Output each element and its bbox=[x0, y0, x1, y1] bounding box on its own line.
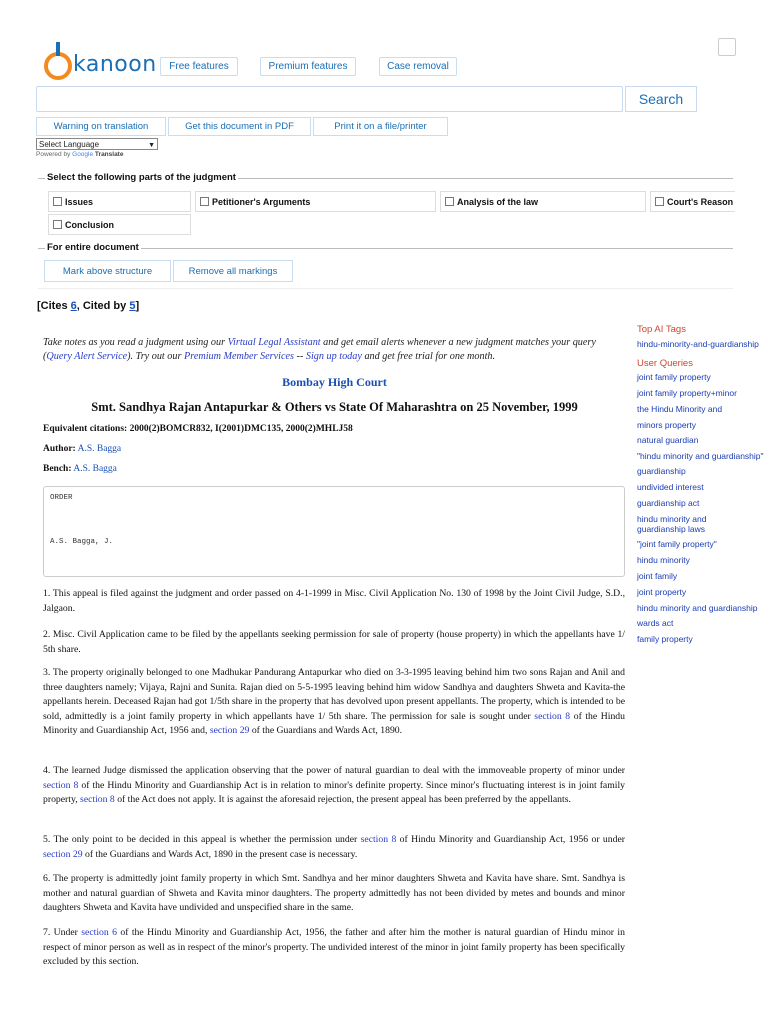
p3-text: 3. The property originally belonged to one Madhukar Pandurang Antapurkar who died on 3-3-1995 leaving behind him two sons Rajan and Anil and three daughters namely; Vijaya, Rajni and Sunita. Rajan died on 5-5-1995 leaving behind him widow Sandhya and daughters Shweta and Kavita-the appellants herein. Deceased Rajan had got 1/5th share in the property that has devolved upon present appellants. The property, which is intended to be sold, admittedly is a joint family property in which appellants have 1/ 5th share. The permission for sale is sought under bbox=[43, 667, 625, 722]
mark-structure-button[interactable]: Mark above structure bbox=[44, 260, 171, 282]
remove-markings-button[interactable]: Remove all markings bbox=[173, 260, 293, 282]
order-box bbox=[43, 486, 625, 577]
option-label: Conclusion bbox=[65, 219, 114, 230]
equiv-label: Equivalent citations: bbox=[43, 424, 128, 434]
promo-text-2: and get email alerts whenever a new judgment matches your query ( bbox=[43, 337, 596, 362]
paragraph-1: 1. This appeal is filed against the judgment and order passed on 4-1-1999 in Misc. Civil Application No. 130 of 1998 by the Joint Civil Judge, S.D., Jalgaon. bbox=[43, 588, 625, 614]
p5-text: 5. The only point to be decided in this appeal is whether the permission under bbox=[43, 834, 361, 845]
judge-name: A.S. Bagga, J. bbox=[50, 538, 114, 546]
checkbox-icon[interactable] bbox=[53, 220, 62, 229]
cited-by-link[interactable]: 5 bbox=[129, 300, 136, 312]
option-conclusion[interactable] bbox=[48, 214, 191, 235]
p4-text: of the Hindu Minority and Guardianship Act is in relation to minor's definite property. Since minor's fluctuating interest is in joint family property, bbox=[43, 779, 625, 805]
query-link[interactable]: "hindu minority and guardianship" bbox=[637, 451, 764, 461]
paragraph-2: 2. Misc. Civil Application came to be filed by the appellants seeking permission for sale of property (house property) in which the appellants have 1/ 5th share. bbox=[43, 629, 625, 655]
section-link[interactable]: section 6 bbox=[81, 927, 117, 938]
order-heading: ORDER bbox=[50, 494, 73, 502]
checkbox-icon[interactable] bbox=[200, 197, 209, 206]
query-link[interactable]: guardianship act bbox=[637, 498, 700, 508]
divider bbox=[38, 288, 733, 289]
logo-text: kanoon bbox=[73, 52, 157, 77]
warning-translation-button[interactable]: Warning on translation bbox=[36, 117, 166, 136]
query-link[interactable]: hindu minority bbox=[637, 555, 690, 565]
query-link[interactable]: minors property bbox=[637, 420, 697, 430]
promo-text-4: -- bbox=[293, 351, 306, 362]
search-input[interactable] bbox=[36, 86, 623, 112]
language-select[interactable] bbox=[36, 138, 158, 150]
query-alert-link[interactable]: Query Alert Service bbox=[46, 351, 128, 362]
search-button[interactable]: Search bbox=[625, 86, 697, 112]
premium-features-button[interactable]: Premium features bbox=[260, 57, 356, 76]
paragraph-5 bbox=[43, 833, 625, 862]
promo-text-5: and get free trial for one month. bbox=[361, 351, 496, 362]
p7-text: 7. Under bbox=[43, 927, 82, 938]
query-link[interactable]: hindu minority and guardianship bbox=[637, 603, 758, 613]
option-label: Analysis of the law bbox=[457, 196, 539, 207]
checkbox-icon[interactable] bbox=[655, 197, 664, 206]
checkbox-icon[interactable] bbox=[445, 197, 454, 206]
p5-text: of the Guardians and Wards Act, 1890 in the present case is necessary. bbox=[82, 848, 358, 860]
author-label: Author: bbox=[43, 444, 76, 454]
promo-text-1: Take notes as you read a judgment using our bbox=[43, 337, 228, 348]
p3-text: of the Guardians and Wards Act, 1890. bbox=[249, 725, 403, 736]
query-link[interactable]: family property bbox=[637, 634, 693, 644]
author-link[interactable]: A.S. Bagga bbox=[77, 444, 122, 454]
bench-link[interactable]: A.S. Bagga bbox=[73, 464, 117, 474]
bench-line bbox=[43, 464, 117, 474]
promo-text bbox=[43, 336, 626, 364]
option-label: Issues bbox=[65, 196, 94, 207]
query-link[interactable]: joint family property bbox=[637, 372, 711, 382]
virtual-assistant-link[interactable]: Virtual Legal Assistant bbox=[227, 337, 321, 348]
powered-by-label: Powered by bbox=[36, 151, 71, 158]
top-ai-tags-heading: Top AI Tags bbox=[637, 324, 686, 335]
bench-label: Bench: bbox=[43, 464, 72, 474]
cites-suffix: ] bbox=[135, 300, 140, 312]
section-link[interactable]: section 8 bbox=[43, 779, 79, 791]
query-link[interactable]: wards act bbox=[637, 618, 674, 628]
query-link[interactable]: guardianship bbox=[637, 466, 686, 476]
option-label: Petitioner's Arguments bbox=[212, 196, 311, 207]
query-link[interactable]: joint family bbox=[637, 571, 678, 581]
entire-legend: For entire document bbox=[47, 242, 139, 253]
premium-services-link[interactable]: Premium Member Services bbox=[184, 351, 294, 362]
query-link[interactable]: "joint family property" bbox=[637, 539, 717, 549]
document-title: Smt. Sandhya Rajan Antapurkar & Others vs State Of Maharashtra on 25 November, 1999 bbox=[91, 400, 578, 414]
promo-text-3: ). Try out our bbox=[127, 351, 185, 362]
chevron-down-icon: ▼ bbox=[148, 142, 155, 149]
paragraph-6: 6. The property is admittedly joint family property in which Smt. Sandhya and her minor daughters Shweta and Kavita have share. Smt. Sandhya is mother and natural guardian of Shweta and Kavita minor daughters. The property admittedly has not been divided by metes and bounds and minor daughters Shweta and Kavita have undivided and unspecified share in the same. bbox=[43, 873, 625, 913]
query-link[interactable]: natural guardian bbox=[637, 435, 699, 445]
p4-text: of the Act does not apply. It is against the aforesaid rejection, the present appeal has been preferred by the appellants. bbox=[114, 794, 571, 805]
parts-legend: Select the following parts of the judgment bbox=[47, 172, 236, 183]
ai-tag-link[interactable]: hindu-minority-and-guardianship bbox=[637, 339, 759, 349]
section-link[interactable]: section 8 bbox=[80, 794, 115, 805]
cites-prefix: [Cites bbox=[37, 300, 71, 312]
powered-by-google bbox=[36, 151, 123, 158]
print-button[interactable]: Print it on a file/printer bbox=[313, 117, 448, 136]
cites-line bbox=[37, 300, 139, 312]
paragraph-3 bbox=[43, 666, 625, 739]
p3-text: of the Hindu Minority and Guardianship Act, 1956 and, bbox=[43, 710, 625, 736]
section-link[interactable]: section 29 bbox=[209, 725, 250, 736]
translate-link[interactable]: Translate bbox=[94, 151, 124, 158]
author-line bbox=[43, 444, 121, 454]
option-label: Court's Reason bbox=[667, 196, 734, 207]
court-name[interactable]: Bombay High Court bbox=[282, 375, 387, 389]
case-removal-button[interactable]: Case removal bbox=[379, 57, 457, 76]
option-petitioner-arguments[interactable] bbox=[195, 191, 436, 212]
cited-by-label: , Cited by bbox=[76, 300, 130, 312]
sign-up-link[interactable]: Sign up today bbox=[305, 351, 362, 362]
option-issues[interactable] bbox=[48, 191, 191, 212]
query-link[interactable]: joint property bbox=[637, 587, 687, 597]
checkbox-icon[interactable] bbox=[53, 197, 62, 206]
query-link[interactable]: the Hindu Minority and bbox=[637, 404, 723, 414]
corner-checkbox[interactable] bbox=[718, 38, 736, 56]
section-link[interactable]: section 29 bbox=[43, 848, 83, 860]
p5-text: of Hindu Minority and Guardianship Act, 1956 or under bbox=[396, 834, 625, 845]
p7-text: of the Hindu Minority and Guardianship Act, 1956, the father and after him the mother is natural guardian of Hindu minor in respect of minor person as well as in respect of the minor's property. The undivided interest of the minor in joint family property has been specifically excluded by this section. bbox=[43, 927, 625, 967]
section-link[interactable]: section 8 bbox=[534, 710, 571, 722]
section-link[interactable]: section 8 bbox=[360, 834, 397, 845]
equivalent-citations bbox=[43, 424, 353, 434]
entire-fieldset bbox=[38, 248, 733, 249]
query-link[interactable]: undivided interest bbox=[637, 482, 704, 492]
query-link[interactable]: hindu minority and guardianship laws bbox=[637, 514, 707, 534]
cites-link[interactable]: 6 bbox=[70, 300, 77, 312]
paragraph-4 bbox=[43, 764, 625, 808]
language-select-value: Select Language bbox=[39, 140, 100, 149]
logo-icon bbox=[43, 40, 73, 80]
option-courts-reason[interactable] bbox=[650, 191, 735, 212]
get-pdf-button[interactable]: Get this document in PDF bbox=[168, 117, 311, 136]
paragraph-7 bbox=[43, 926, 625, 970]
free-features-button[interactable]: Free features bbox=[160, 57, 238, 76]
option-analysis-of-law[interactable] bbox=[440, 191, 646, 212]
user-queries-heading: User Queries bbox=[637, 358, 693, 369]
kanoon-logo[interactable] bbox=[43, 40, 157, 86]
query-link[interactable]: joint family property+minor bbox=[637, 388, 737, 398]
equiv-value: 2000(2)BOMCR832, I(2001)DMC135, 2000(2)MHLJ58 bbox=[127, 424, 353, 434]
p4-text: 4. The learned Judge dismissed the application observing that the power of natural guardian to deal with the immoveable property of minor under bbox=[43, 765, 625, 776]
google-label: Google bbox=[72, 151, 94, 158]
